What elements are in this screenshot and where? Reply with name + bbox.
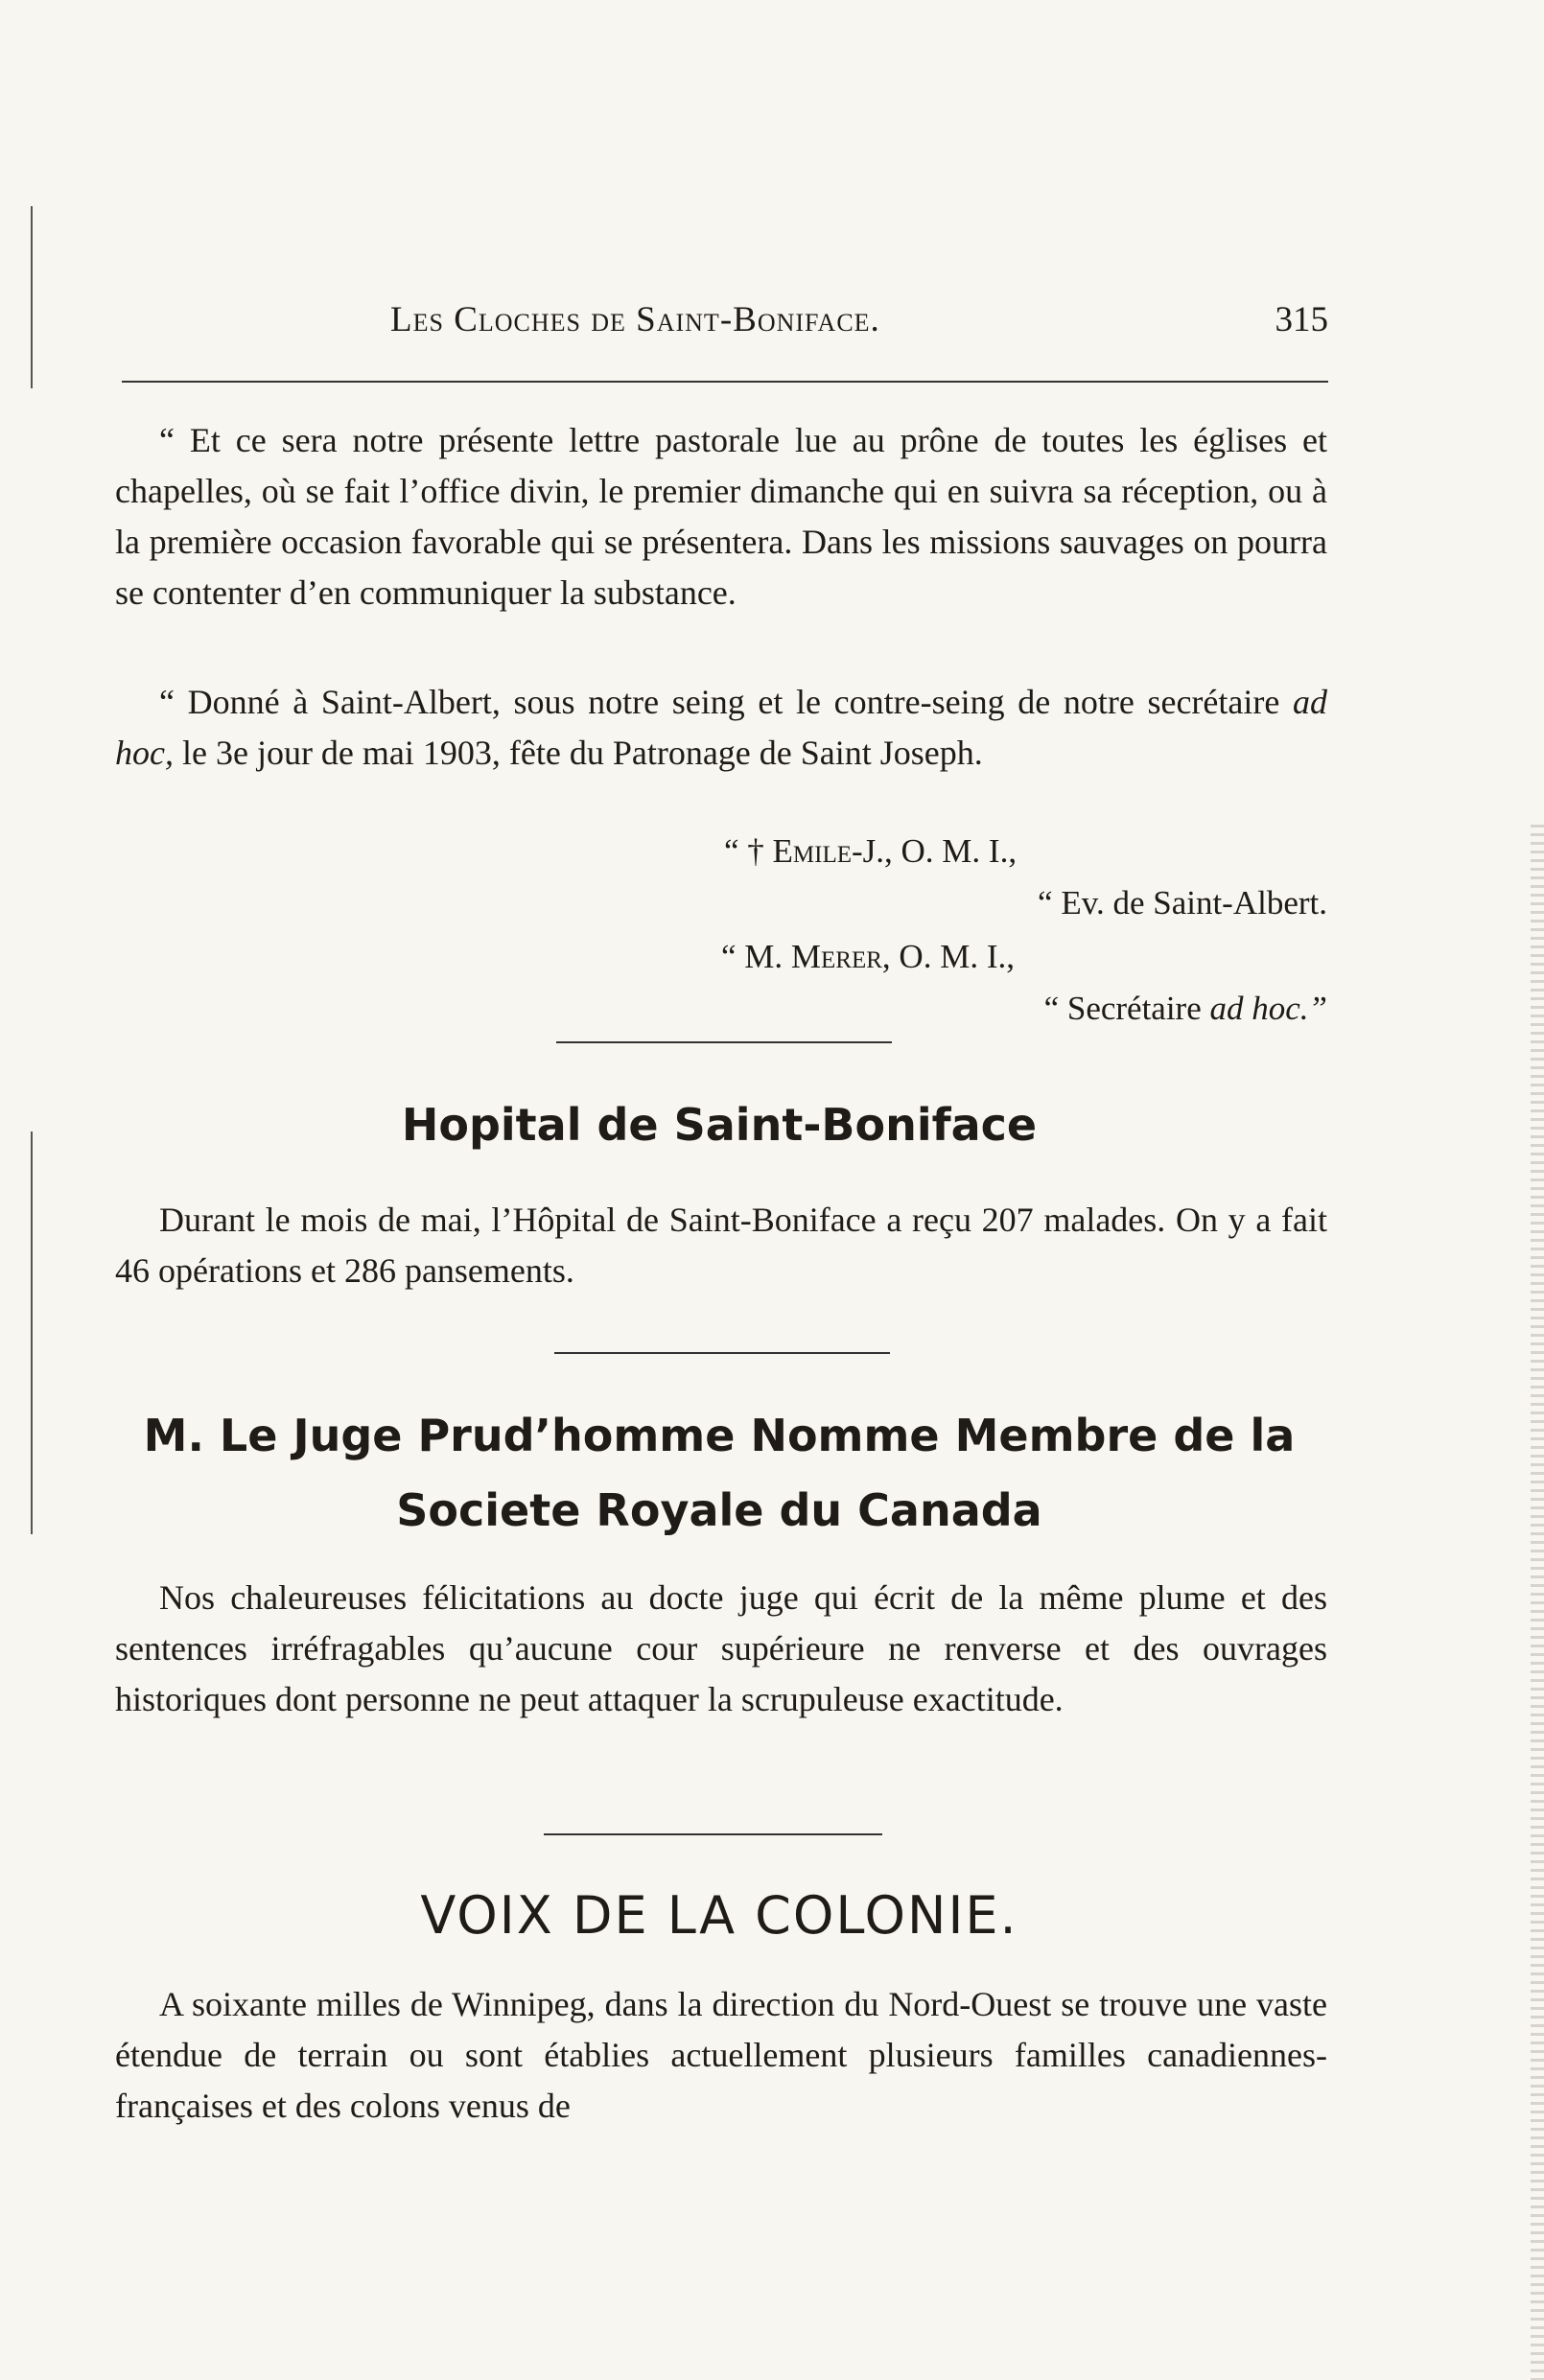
paragraph-text-part: “ Donné à Saint-Albert, sous notre seing et le contre-seing de notre secrétaire (159, 683, 1293, 721)
section-heading-hospital: Hopital de Saint-Boniface (401, 1099, 1038, 1151)
colonie-paragraph (115, 1979, 1327, 2132)
pastoral-paragraph-1 (115, 415, 1327, 618)
section-separator (544, 1833, 882, 1835)
paragraph-text: Nos chaleureuses félicitations au docte juge qui écrit de la même plume et des sentences irréfragables qu’aucune cour supérieure ne renverse et des ouvrages historiques dont personne ne peut attaquer la scrupuleuse exactitude. (115, 1578, 1327, 1718)
section-heading-judge (105, 1398, 1333, 1548)
scan-margin-line (31, 1132, 33, 1534)
page-number: 315 (1275, 300, 1328, 339)
page-header (122, 299, 1328, 347)
section-separator (556, 1041, 892, 1043)
paragraph-text: Durant le mois de mai, l’Hôpital de Saint-Boniface a reçu 207 malades. On y a fait 46 opérations et 286 pansements. (115, 1201, 1327, 1290)
header-rule (122, 381, 1328, 383)
scan-page-edge (1531, 825, 1544, 2380)
paragraph-text-part: le 3e jour de mai 1903, fête du Patronage de Saint Joseph. (173, 734, 983, 772)
italic-text: ad hoc, (115, 683, 1327, 772)
signature-secretary-title (1044, 990, 1327, 1028)
signature-bishop-title: “ Ev. de Saint-Albert. (1038, 884, 1327, 922)
heading-line: M. Le Juge Prud’homme Nomme Membre de la (143, 1410, 1296, 1461)
signature-secretary: “ M. Merer, O. M. I., (721, 938, 1015, 975)
pastoral-paragraph-2 (115, 677, 1327, 779)
heading-line: Societe Royale du Canada (396, 1484, 1042, 1536)
running-title: Les Cloches de Saint-Boniface. (390, 300, 880, 339)
hospital-paragraph (115, 1195, 1327, 1296)
paragraph-text: A soixante milles de Winnipeg, dans la direction du Nord-Ouest se trouve une vaste étendue de terrain ou sont établies actuellement plusieurs familles canadiennes-françaises et des colons venus de (115, 1985, 1327, 2125)
italic-text: ad hoc.” (1209, 990, 1327, 1027)
judge-paragraph (115, 1573, 1327, 1725)
signature-bishop: “ † Emile-J., O. M. I., (724, 832, 1018, 870)
section-heading-colonie: VOIX DE LA COLONIE. (420, 1885, 1018, 1946)
paragraph-text: “ Et ce sera notre présente lettre pastorale lue au prône de toutes les églises et chapelles, où se fait l’office divin, le premier dimanche qui en suivra sa réception, ou à la première occasion favorable qui se présentera. Dans les missions sauvages on pourra se contenter d’en communiquer la substance. (115, 421, 1327, 612)
paragraph-text (115, 677, 1327, 779)
scan-margin-line (31, 206, 33, 388)
signature-text-part: “ Secrétaire (1043, 990, 1210, 1027)
section-separator (554, 1352, 890, 1354)
